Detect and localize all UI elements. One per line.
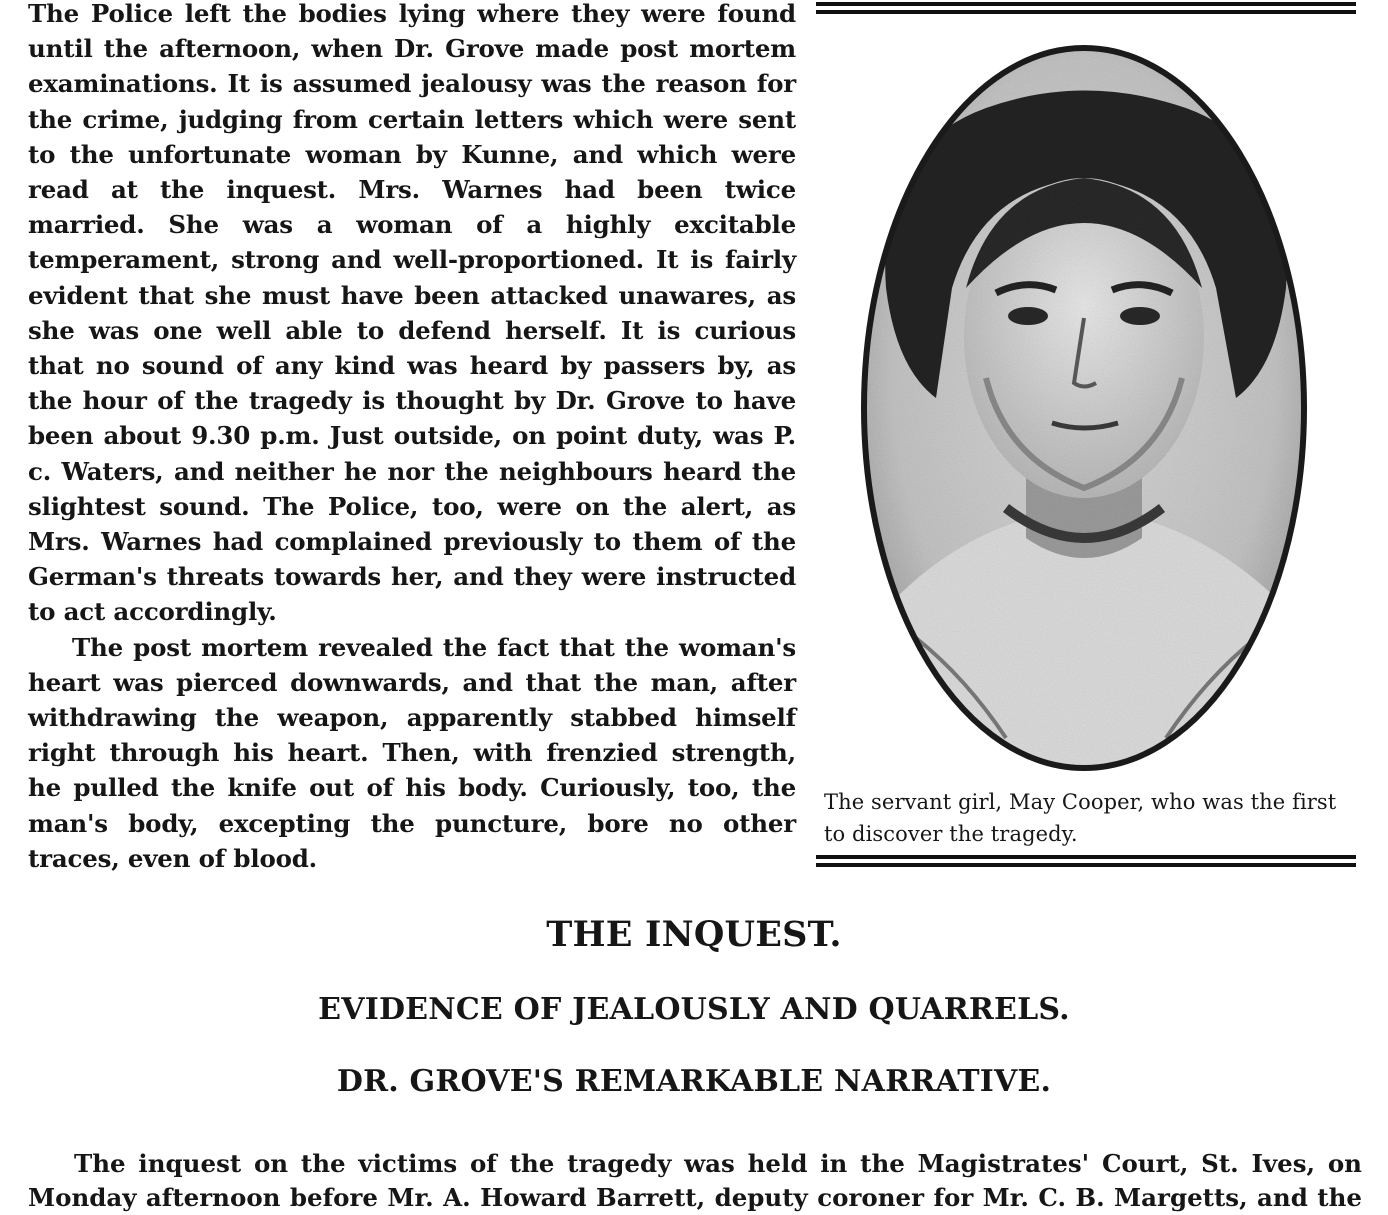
top-rule (816, 2, 1356, 14)
photo-block (816, 0, 1356, 872)
section-subtitle-1: EVIDENCE OF JEALOUSLY AND QUARRELS. (318, 992, 1070, 1027)
article-paragraph-1: The Police left the bodies lying where they were found until the afternoon, when Dr. Grove made post mortem examinations. It is assumed jealousy was the reason for the crime, judging from certain letters which were sent to the unfortunate woman by Kunne, and which were read at the inquest. Mrs. Warnes had been twice married. She was a woman of a highly excitable temperament, strong and well-proportioned. It is fairly evident that she must have been attacked unawares, as she was one well able to defend herself. It is curious that no sound of any kind was heard by passers by, as the hour of the tragedy is thought by Dr. Grove to have been about 9.30 p.m. Just outside, on point duty, was P. c. Waters, and neither he nor the neighbours heard the slightest sound. The Police, too, were on the alert, as Mrs. Warnes had complained previously to them of the German's threats towards her, and they were instructed to act accordingly. (28, 0, 796, 627)
section-headings (0, 912, 1388, 1102)
inquest-paragraph: The inquest on the victims of the tragedy was held in the Magistrates' Court, St. Ives, on Monday afternoon before Mr. A. Howard Barrett, deputy coroner for Mr. C. B. Margetts, and the (28, 1149, 1362, 1212)
bottom-rule (816, 855, 1356, 867)
article-paragraph-2: The post mortem revealed the fact that the woman's heart was pierced downwards, and that the man, after withdrawing the weapon, apparently stabbed himself right through his heart. Then, with frenzied strength, he pulled the knife out of his body. Curiously, too, the man's body, excepting the puncture, bore no other traces, even of blood. (28, 632, 796, 873)
section-title: THE INQUEST. (546, 914, 842, 955)
portrait-photo (856, 38, 1312, 778)
photo-caption: The servant girl, May Cooper, who was the first to discover the tragedy. (824, 790, 1337, 846)
inquest-body (28, 1147, 1362, 1215)
section-subtitle-2: DR. GROVE'S REMARKABLE NARRATIVE. (336, 1064, 1052, 1099)
article-column (28, 0, 796, 876)
